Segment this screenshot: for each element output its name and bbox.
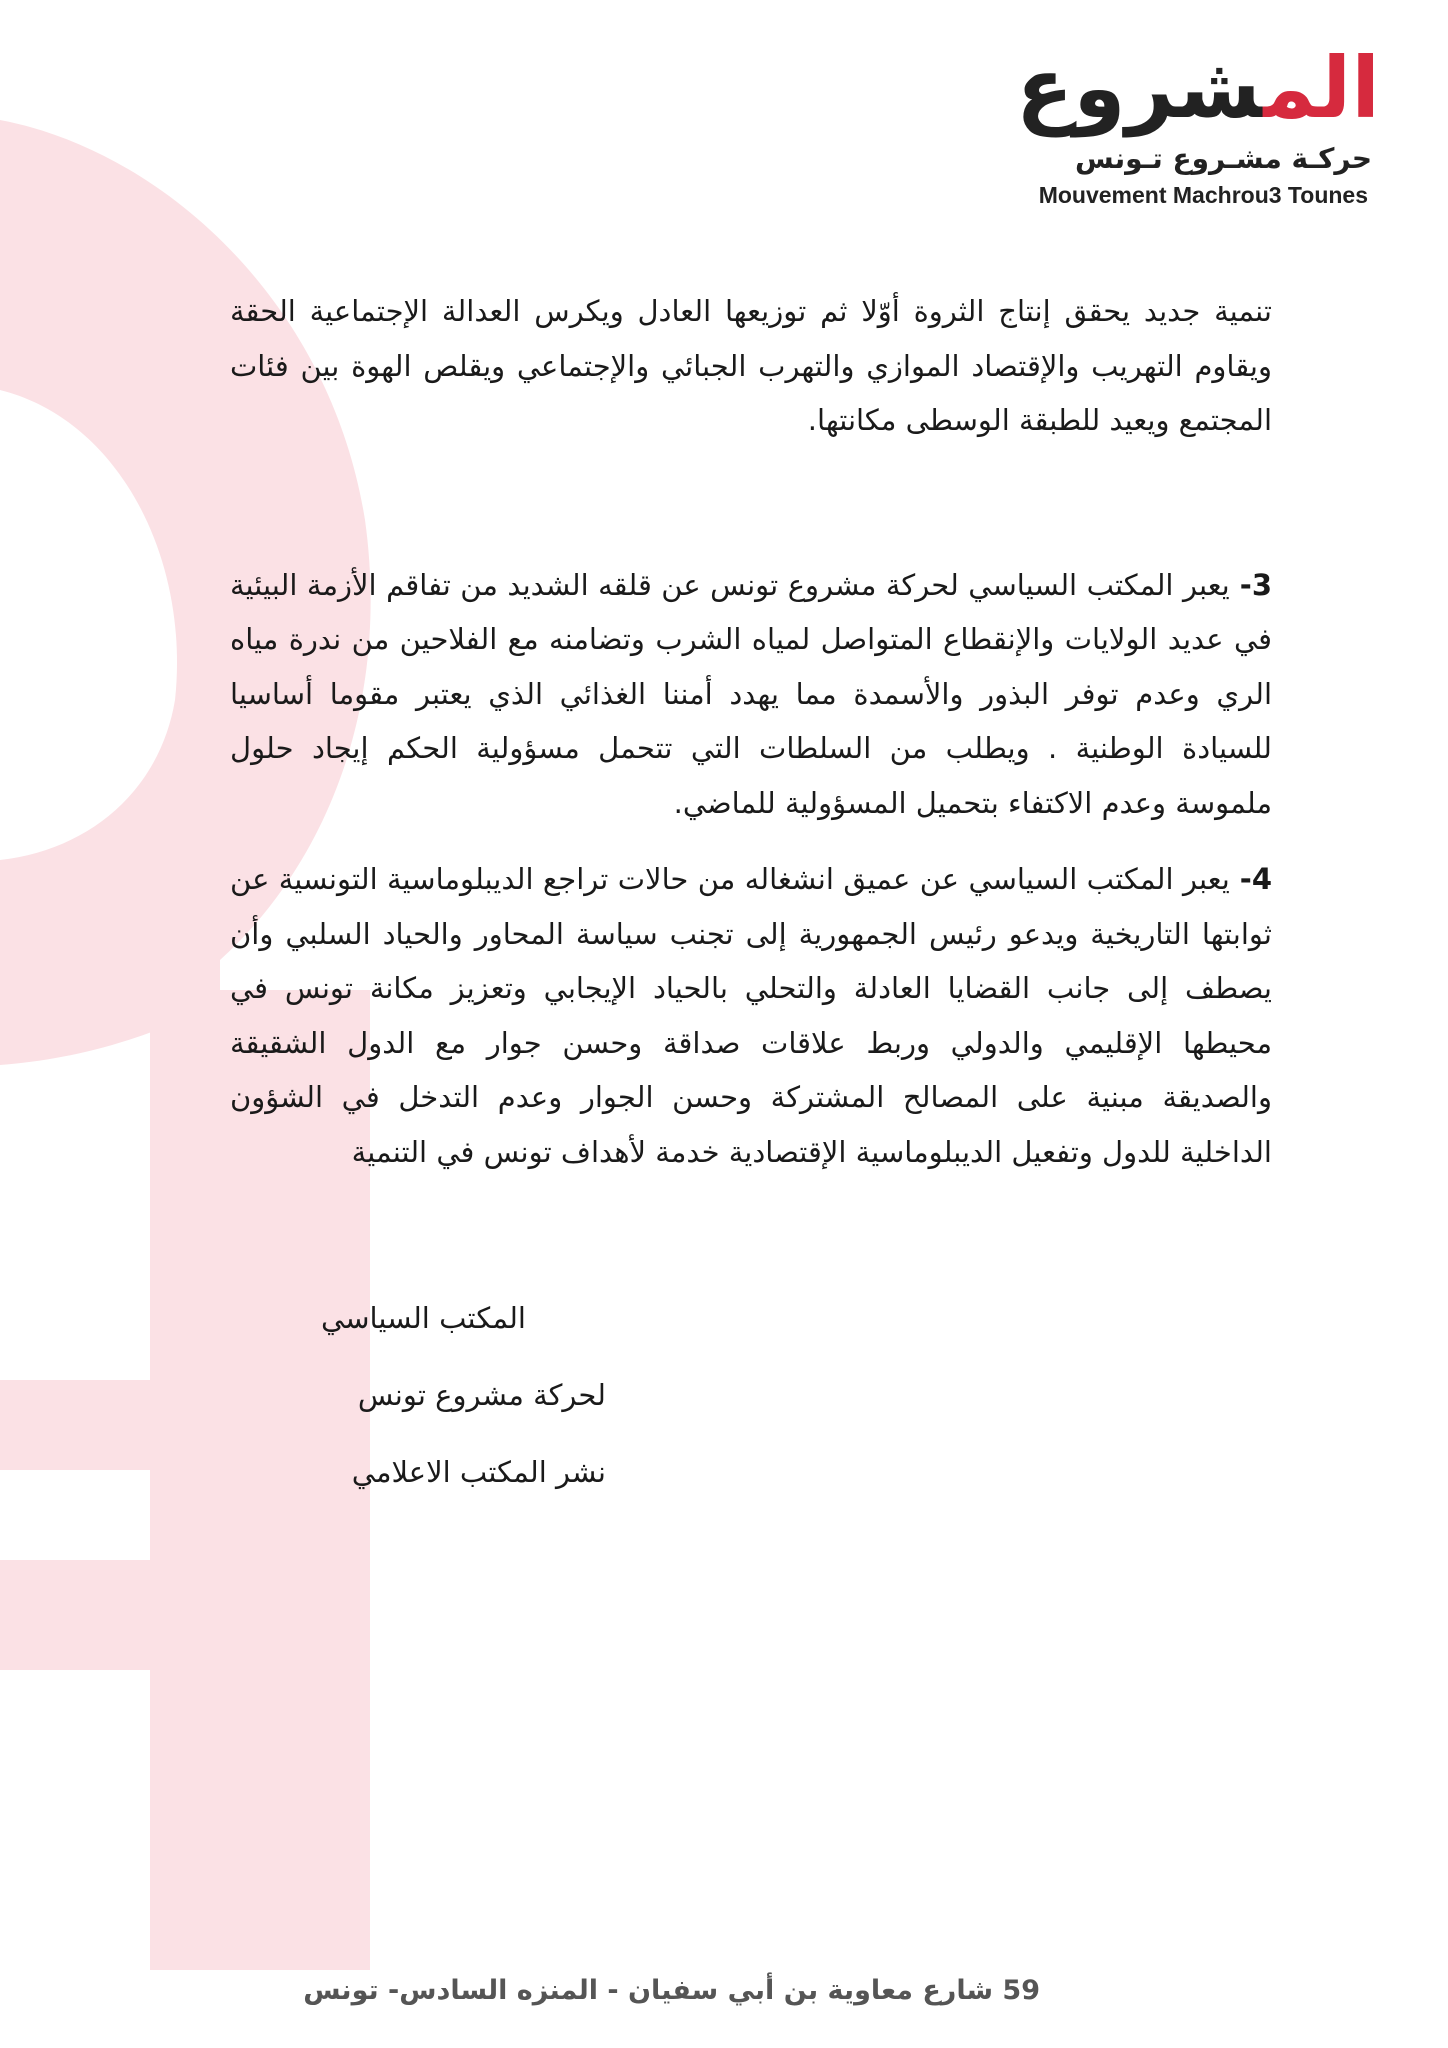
logo <box>1000 38 1420 213</box>
signature-line-party: لحركة مشروع تونس <box>357 1378 606 1412</box>
paragraph-item-4 <box>230 852 1272 1179</box>
signature-line-office: المكتب السياسي <box>321 1301 526 1335</box>
logo-latin-name: Mouvement Machrou3 Tounes <box>1038 182 1368 208</box>
logo-subtitle: حركـة مشـروع تـونس <box>1074 142 1372 175</box>
paragraph-item-3 <box>230 558 1272 831</box>
signature-block <box>276 1298 606 1529</box>
signature-line-publisher: نشر المكتب الاعلامي <box>351 1455 606 1489</box>
paragraph-text: يعبر المكتب السياسي عن عميق انشغاله من حالات تراجع الديبلوماسية التونسية عن ثوابتها التاريخية ويدعو رئيس الجمهورية إلى تجنب سياسة المحاور والحياد السلبي وأن يصطف إلى جانب القضايا العادلة والتحلي بالحياد الإيجابي وتعزيز مكانة تونس في محيطها الإقليمي والدولي وربط علاقات صداقة وحسن جوار مع الدول الشقيقة والصديقة مبنية على المصالح المشتركة وحسن الجوار وعدم التدخل في الشؤون الداخلية للدول وتفعيل الديبلوماسية الإقتصادية خدمة لأهداف تونس في التنمية <box>230 862 1272 1169</box>
document-body <box>230 284 1272 1179</box>
paragraph-text: يعبر المكتب السياسي لحركة مشروع تونس عن قلقه الشديد من تفاقم الأزمة البيئية في عديد الولايات والإنقطاع المتواصل لمياه الشرب وتضامنه مع الفلاحين من ندرة مياه الري وعدم توفر البذور والأسمدة مما يهدد أمننا الغذائي الذي يعتبر مقوما أساسيا للسيادة الوطنية . ويطلب من السلطات التي تتحمل مسؤولية الحكم إيجاد حلول ملموسة وعدم الاكتفاء بتحميل المسؤولية للماضي. <box>230 567 1272 820</box>
logo-wordmark <box>1016 39 1380 137</box>
paragraph-continuation <box>230 284 1272 448</box>
logo-wordmark-text: المشروع <box>1016 39 1380 137</box>
paragraph-number: 4- <box>1239 862 1272 896</box>
paragraph-number: 3- <box>1239 567 1272 602</box>
paragraph-text: تنمية جديد يحقق إنتاج الثروة أوّلا ثم توزيعها العادل ويكرس العدالة الإجتماعية الحقة ويقاوم التهريب والإقتصاد الموازي والتهرب الجبائي والإجتماعي ويقلص الهوة بين فئات المجتمع ويعيد للطبقة الوسطى مكانتها. <box>230 294 1272 437</box>
footer-address: 59 شارع معاوية بن أبي سفيان - المنزه السادس- تونس <box>303 1975 1040 2006</box>
